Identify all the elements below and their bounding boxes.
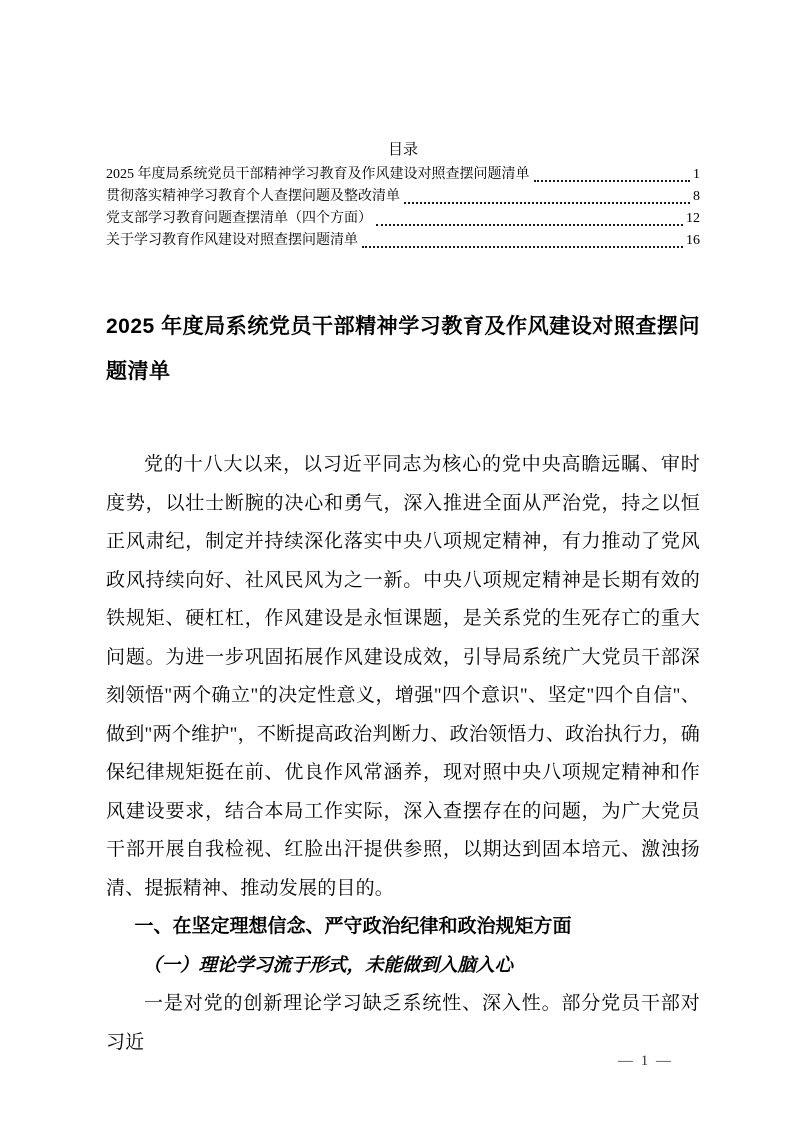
toc-dot-leader	[362, 246, 683, 248]
section-1-body-line: 一是对党的创新理论学习缺乏系统性、深入性。部分党员干部对习近	[106, 993, 700, 1053]
toc-entry	[106, 208, 700, 230]
toc-entry-label: 关于学习教育作风建设对照查摆问题清单	[106, 233, 358, 248]
toc-entry-label: 2025 年度局系统党员干部精神学习教育及作风建设对照查摆问题清单	[106, 167, 530, 182]
section-1-subheading: （一）理论学习流于形式，未能做到入脑入心	[143, 955, 514, 976]
toc-entry-page-number: 8	[693, 189, 700, 204]
toc-entry	[106, 164, 700, 186]
table-of-contents	[106, 138, 700, 252]
toc-entry	[106, 230, 700, 252]
toc-entry-page-number: 12	[686, 211, 700, 226]
toc-dot-leader	[376, 224, 683, 226]
toc-dot-leader	[404, 202, 690, 204]
toc-title: 目录	[387, 142, 418, 158]
section-1-heading: 一、在坚定理想信念、严守政治纪律和政治规矩方面	[134, 916, 572, 937]
toc-entry	[106, 186, 700, 208]
content-column	[106, 0, 700, 1062]
intro-paragraph: 党的十八大以来，以习近平同志为核心的党中央高瞻远瞩、审时度势，以壮士断腕的决心和勇气，深入推进全面从严治党，持之以恒正风肃纪，制定并持续深化落实中央八项规定精神，有力推动了党风政风持续向好、社风民风为之一新。中央八项规定精神是长期有效的铁规矩、硬杠杠，作风建设是永恒课题，是关系党的生死存亡的重大问题。为进一步巩固拓展作风建设成效，引导局系统广大党员干部深刻领悟"两个确立"的决定性意义，增强"四个意识"、坚定"四个自信"、做到"两个维护"，不断提高政治判断力、政治领悟力、政治执行力，确保纪律规矩挺在前、优良作风常涵养，现对照中央八项规定精神和作风建设要求，结合本局工作实际，深入查摆存在的问题，为广大党员干部开展自我检视、红脸出汗提供参照，以期达到固本培元、激浊扬清、提振精神、推动发展的目的。	[106, 454, 700, 899]
page-number: — 1 —	[618, 1053, 673, 1069]
toc-entry-label: 党支部学习教育问题查摆清单（四个方面）	[106, 211, 372, 226]
toc-dot-leader	[534, 180, 691, 182]
toc-entry-label: 贯彻落实精神学习教育个人查摆问题及整改清单	[106, 189, 400, 204]
toc-entry-page-number: 16	[686, 233, 700, 248]
document-title: 2025 年度局系统党员干部精神学习教育及作风建设对照查摆问题清单	[106, 315, 700, 383]
toc-entry-page-number: 1	[693, 167, 700, 182]
